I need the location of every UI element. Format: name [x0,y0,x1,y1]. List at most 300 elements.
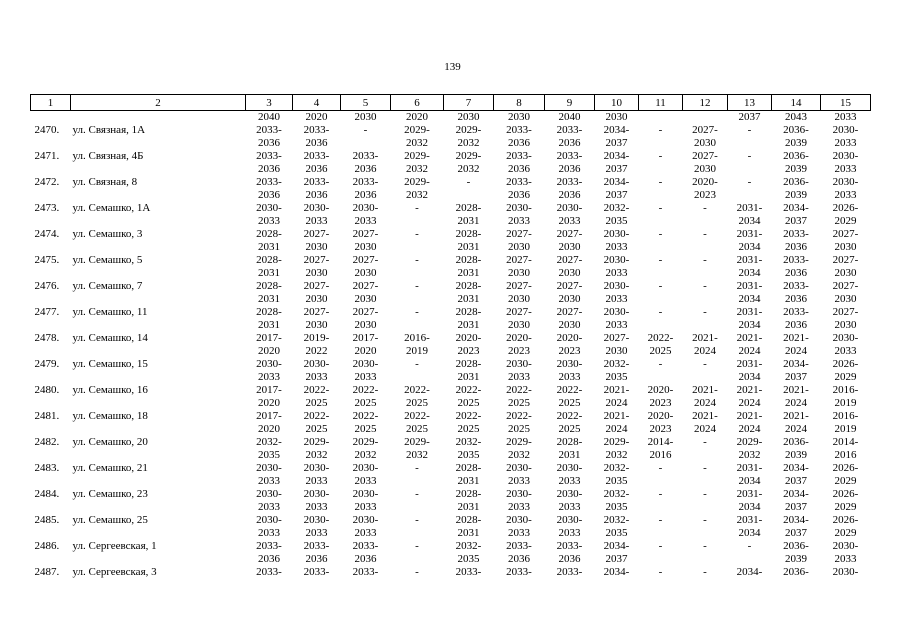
year-cell: 2022- [506,384,532,397]
year-cell: 2023 [694,189,716,202]
year-cell: 2022 [305,345,328,358]
year-cell: 2024 [785,345,807,358]
address-cell: ул. Семашко, 14 [72,332,148,345]
table-row [31,241,871,254]
year-cell: 2031- [736,228,763,241]
year-cell: - [466,176,471,189]
address-cell: ул. Семашко, 20 [72,436,148,449]
year-cell: 2030- [256,514,282,527]
year-cell: - [658,540,663,553]
year-cell: 2030 [508,293,530,306]
year-cell: 2019 [834,423,857,436]
year-cell: 2034- [603,124,630,137]
table-row [31,501,871,514]
year-cell: 2033 [508,215,530,228]
year-cell: 2036 [785,267,807,280]
year-cell: 2036 [258,137,280,150]
year-cell [639,293,683,306]
year-cell: 2027- [556,228,583,241]
year-cell: 2029- [404,150,430,163]
year-cell [728,189,772,202]
year-cell [728,553,772,566]
year-cell: 2022- [303,410,330,423]
year-cell: 2034 [738,527,761,540]
year-cell [683,501,728,514]
year-cell [293,579,341,592]
year-cell: 2030 [834,267,857,280]
year-cell: - [658,228,663,241]
year-cell: 2023 [649,423,672,436]
year-cell: 2033- [455,566,482,579]
year-cell: 2036 [558,137,581,150]
year-cell: - [747,540,752,553]
year-cell: 2036 [508,553,530,566]
year-cell: 2033- [783,280,809,293]
row-number [31,293,71,306]
table-row [31,475,871,488]
year-cell: 2034 [738,215,761,228]
row-number: 2471. [34,150,60,163]
year-cell: 2025 [457,397,480,410]
year-cell: 2035 [457,553,480,566]
year-cell: - [703,566,707,579]
address-cell [71,163,246,176]
year-cell: 2032- [455,540,482,553]
year-cell: 2030 [508,241,530,254]
year-cell: 2025 [305,423,328,436]
table-row [31,306,871,319]
year-cell: 2036 [558,553,581,566]
year-cell [391,475,444,488]
year-cell: 2028- [455,462,482,475]
table-row [31,371,871,384]
year-cell: 2030- [556,358,583,371]
year-cell: - [703,254,707,267]
year-cell: 2033 [305,371,328,384]
address-cell [71,293,246,306]
address-cell [71,319,246,332]
row-number: 2477. [34,306,60,319]
year-cell: 2037 [605,553,628,566]
year-cell: 2034- [783,358,809,371]
year-cell: 2029- [404,124,430,137]
continuation-cell: 2030 [354,111,377,124]
year-cell: 2030 [694,137,716,150]
year-cell: 2036 [508,189,530,202]
year-cell [683,579,728,592]
year-cell: 2025 [354,397,377,410]
year-cell: 2036 [354,189,377,202]
year-cell: 2036 [258,553,280,566]
year-cell: 2030- [506,358,532,371]
year-cell: 2030 [834,241,857,254]
year-cell [683,475,728,488]
address-cell [71,449,246,462]
address-cell [71,267,246,280]
year-cell: 2030- [556,488,583,501]
year-cell: 2033- [256,150,282,163]
year-cell: 2033 [605,319,628,332]
year-cell [639,501,683,514]
year-cell: 2035 [457,449,480,462]
year-cell: 2033 [354,501,377,514]
year-cell: 2029- [455,124,482,137]
address-cell [71,189,246,202]
row-number [31,267,71,280]
year-cell: 2036- [783,150,809,163]
year-cell: 2017- [256,410,282,423]
address-cell: ул. Семашко, 15 [72,358,148,371]
year-cell: 2033 [305,527,328,540]
continuation-cell: 2040 [258,111,280,124]
year-cell: 2027- [352,306,379,319]
address-cell: ул. Сергеевская, 1 [72,540,157,553]
year-cell: 2023 [457,345,480,358]
year-cell: 2030 [354,241,377,254]
year-cell [595,579,639,592]
year-cell: 2021- [736,384,763,397]
year-cell: 2030- [352,514,379,527]
year-cell: 2036 [558,163,581,176]
year-cell: 2033 [305,215,328,228]
year-cell: 2020- [647,410,674,423]
year-cell: 2020- [455,332,482,345]
year-cell: 2030- [256,462,282,475]
year-cell: 2020 [258,423,280,436]
year-cell: 2025 [457,423,480,436]
year-cell: - [703,540,707,553]
column-header: 2 [71,95,246,111]
year-cell: 2036 [305,163,328,176]
year-cell: 2022- [455,410,482,423]
year-cell: 2031 [457,371,480,384]
continuation-cell: 2043 [785,111,807,124]
year-cell: 2030- [556,202,583,215]
year-cell: 2034- [603,150,630,163]
column-header: 12 [683,95,728,111]
year-cell: 2029- [303,436,330,449]
year-cell: - [658,566,663,579]
year-cell: 2033 [558,215,581,228]
year-cell: 2027- [506,306,532,319]
year-cell: 2033 [258,501,280,514]
year-cell: 2035 [605,215,628,228]
column-header: 11 [639,95,683,111]
year-cell: 2033 [258,215,280,228]
data-table [30,94,871,592]
year-cell: 2030 [558,293,581,306]
year-cell: 2039 [785,189,807,202]
year-cell: 2021- [603,410,630,423]
year-cell: 2030 [354,293,377,306]
year-cell: 2017- [256,384,282,397]
year-cell: 2022- [556,410,583,423]
column-header: 10 [595,95,639,111]
address-cell [71,371,246,384]
year-cell: 2030 [558,319,581,332]
year-cell: 2022- [506,410,532,423]
year-cell: 2031 [558,449,581,462]
year-cell: 2037 [605,137,628,150]
table-row [31,202,871,215]
year-cell: 2029- [736,436,763,449]
year-cell: 2028- [256,280,282,293]
year-cell: - [658,124,663,137]
year-cell: - [415,202,419,215]
year-cell: 2032 [305,449,328,462]
table-row [31,462,871,475]
year-cell: - [703,462,707,475]
year-cell: 2033 [558,371,581,384]
table-row [31,384,871,397]
year-cell: 2037 [605,189,628,202]
year-cell: 2030- [256,202,282,215]
row-number [31,163,71,176]
year-cell: 2022- [404,410,430,423]
year-cell: 2027- [303,280,330,293]
year-cell: 2016 [649,449,672,462]
year-cell: 2034- [783,202,809,215]
year-cell: 2031 [457,475,480,488]
year-cell: 2031 [258,293,280,306]
year-cell: 2027- [556,280,583,293]
year-cell: - [703,514,707,527]
year-cell: - [415,462,419,475]
year-cell: 2027- [692,150,718,163]
address-cell: ул. Семашко, 5 [72,254,143,267]
year-cell: 2027- [506,280,532,293]
year-cell: 2028- [256,228,282,241]
table-row [31,436,871,449]
year-cell [444,579,494,592]
continuation-cell: 2030 [457,111,480,124]
continuation-cell: 2033 [834,111,857,124]
year-cell: 2033 [354,371,377,384]
year-cell: 2035 [605,501,628,514]
year-cell: 2034 [738,293,761,306]
year-cell: 2032 [354,449,377,462]
year-cell: 2032- [603,488,630,501]
year-cell: 2022- [352,384,379,397]
year-cell: 2019- [303,332,330,345]
year-cell: 2030- [506,202,532,215]
year-cell: 2024 [738,397,761,410]
year-cell [341,579,391,592]
row-number: 2474. [34,228,60,241]
year-cell: 2036 [354,163,377,176]
year-cell: 2029- [352,436,379,449]
year-cell: 2030- [256,488,282,501]
table-row [31,566,871,579]
column-header: 1 [31,95,71,111]
year-cell: 2033- [506,566,532,579]
year-cell: 2026- [832,462,859,475]
table-row [31,215,871,228]
year-cell: 2033- [352,176,379,189]
year-cell: 2032- [603,358,630,371]
row-number: 2484. [34,488,60,501]
address-cell [71,215,246,228]
year-cell [683,293,728,306]
year-cell: 2028- [256,306,282,319]
year-cell: 2032 [508,449,530,462]
year-cell: 2026- [832,514,859,527]
year-cell: - [658,202,663,215]
year-cell: 2030- [506,462,532,475]
year-cell: 2027- [832,228,859,241]
column-header: 13 [728,95,772,111]
address-cell [71,475,246,488]
year-cell: 2032 [605,449,628,462]
year-cell: 2021- [692,410,718,423]
year-cell: - [415,254,419,267]
year-cell: 2033 [834,163,857,176]
year-cell: 2036- [783,566,809,579]
year-cell: 2031 [258,267,280,280]
year-cell: 2022- [303,384,330,397]
year-cell: - [415,514,419,527]
year-cell: 2033- [256,124,282,137]
year-cell: 2033 [305,475,328,488]
row-number [31,553,71,566]
year-cell: 2033 [834,345,857,358]
year-cell: 2030 [305,293,328,306]
table-row [31,280,871,293]
column-header: 9 [545,95,595,111]
year-cell: - [747,150,752,163]
column-header: 3 [246,95,293,111]
year-cell: 2039 [785,137,807,150]
address-cell: ул. Семашко, 1А [72,202,151,215]
row-number: 2473. [34,202,60,215]
address-cell: ул. Связная, 8 [72,176,138,189]
year-cell: - [747,124,752,137]
year-cell: 2033 [508,475,530,488]
year-cell: 2033- [256,176,282,189]
year-cell: 2030 [305,319,328,332]
row-number [31,137,71,150]
year-cell: 2030- [832,566,859,579]
row-number: 2485. [34,514,60,527]
year-cell: 2030- [256,358,282,371]
year-cell: 2031- [736,202,763,215]
year-cell: 2032 [406,189,428,202]
year-cell: 2034 [738,241,761,254]
year-cell: 2023 [508,345,530,358]
year-cell: 2030- [303,202,330,215]
year-cell [683,319,728,332]
year-cell: 2031 [457,501,480,514]
year-cell [683,527,728,540]
year-cell: 2033 [558,475,581,488]
year-cell: 2028- [455,228,482,241]
year-cell [639,475,683,488]
year-cell: 2021- [692,332,718,345]
year-cell: 2029- [603,436,630,449]
year-cell: 2030- [832,150,859,163]
year-cell: 2027- [506,254,532,267]
year-cell: - [703,228,707,241]
table-row [31,319,871,332]
row-number [31,189,71,202]
continuation-cell [31,111,71,125]
year-cell: 2034 [738,371,761,384]
year-cell: 2033- [303,176,330,189]
year-cell: 2027- [603,332,630,345]
year-cell: 2034- [783,514,809,527]
continuation-cell: 2037 [738,111,761,124]
row-number [31,345,71,358]
table-row [31,254,871,267]
continuation-cell: 2020 [406,111,428,124]
year-cell: 2037 [785,527,807,540]
address-cell: ул. Семашко, 18 [72,410,148,423]
year-cell: 2030 [508,267,530,280]
row-number: 2472. [34,176,60,189]
year-cell: 2028- [455,254,482,267]
address-cell: ул. Семашко, 21 [72,462,148,475]
year-cell: 2033- [256,540,282,553]
year-cell: 2030 [354,319,377,332]
year-cell: 2036 [508,137,530,150]
year-cell: 2030- [832,124,859,137]
year-cell [639,319,683,332]
year-cell: 2039 [785,553,807,566]
year-cell: 2033- [352,150,379,163]
year-cell: 2025 [649,345,672,358]
year-cell: 2033 [834,137,857,150]
year-cell: 2021- [692,384,718,397]
year-cell: 2030 [354,267,377,280]
row-number: 2475. [34,254,60,267]
year-cell: 2030- [303,488,330,501]
year-cell [391,267,444,280]
year-cell: - [415,280,419,293]
column-header: 4 [293,95,341,111]
year-cell: 2036- [783,176,809,189]
year-cell [728,163,772,176]
year-cell: 2033 [605,293,628,306]
year-cell: 2025 [354,423,377,436]
year-cell: 2027- [303,306,330,319]
year-cell [821,579,871,592]
year-cell: 2033 [834,553,857,566]
year-cell: 2037 [785,501,807,514]
year-cell [639,267,683,280]
address-cell [71,501,246,514]
year-cell: - [703,436,707,449]
column-header: 14 [772,95,821,111]
row-number [31,397,71,410]
year-cell: 2028- [455,202,482,215]
address-cell: ул. Семашко, 11 [72,306,148,319]
year-cell [639,163,683,176]
year-cell: 2036 [785,241,807,254]
year-cell: 2030 [558,241,581,254]
table-row [31,410,871,423]
year-cell: 2023 [558,345,581,358]
year-cell: 2020 [258,345,280,358]
year-cell: 2036 [354,553,377,566]
year-cell: 2029- [404,436,430,449]
year-cell [444,189,494,202]
address-cell: ул. Связная, 1А [72,124,146,137]
year-cell: 2033 [558,501,581,514]
year-cell: 2021- [783,384,809,397]
table-row [31,150,871,163]
table-row [31,124,871,137]
page-number: 139 [444,61,461,73]
